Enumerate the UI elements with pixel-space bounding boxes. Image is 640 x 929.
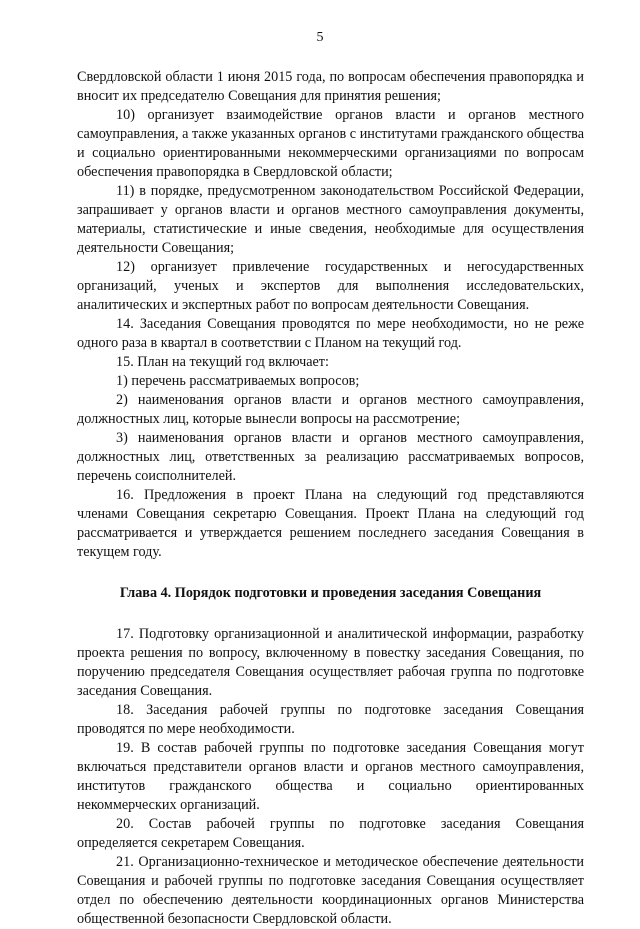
paragraph-17: 17. Подготовку организационной и аналитической информации, разработку проекта решения по вопросу, включенному в повестку заседания Совещания, по поручению председателя Совещания осуществляет рабочая группа по подготовке заседания Совещания. [77, 626, 584, 699]
paragraph-19: 19. В состав рабочей группы по подготовке заседания Совещания могут включаться представители органов власти и органов местного самоуправления, институтов гражданского общества и социально ориентированных некоммерческих организаций. [77, 740, 584, 813]
paragraph-15: 15. План на текущий год включает: [116, 354, 329, 370]
paragraph-20: 20. Состав рабочей группы по подготовке заседания Совещания определяется секретарем Совещания. [77, 816, 584, 851]
paragraph-item-11: 11) в порядке, предусмотренном законодательством Российской Федерации, запрашивает у органов власти и органов местного самоуправления документы, материалы, статистические и иные сведения, необходимые для осуществления деятельности Совещания; [77, 183, 584, 256]
page-number: 5 [316, 30, 324, 45]
paragraph-14: 14. Заседания Совещания проводятся по мере необходимости, но не реже одного раза в квартал в соответствии с Планом на текущий год. [77, 316, 584, 351]
paragraph-15-item-3: 3) наименования органов власти и органов местного самоуправления, должностных лиц, ответственных за реализацию рассматриваемых вопросов, перечень соисполнителей. [77, 430, 584, 484]
paragraph-item-12: 12) организует привлечение государственных и негосударственных организаций, ученых и экспертов для выполнения исследовательских, аналитических и экспертных работ по вопросам деятельности Совещания. [77, 259, 584, 313]
document-body [77, 68, 584, 929]
paragraph-15-item-2: 2) наименования органов власти и органов местного самоуправления, должностных лиц, которые вынесли вопросы на рассмотрение; [77, 392, 584, 427]
paragraph-15-item-1: 1) перечень рассматриваемых вопросов; [116, 373, 360, 389]
chapter-heading: Глава 4. Порядок подготовки и проведения заседания Совещания [119, 585, 542, 601]
paragraph-18: 18. Заседания рабочей группы по подготовке заседания Совещания проводятся по мере необходимости. [77, 702, 584, 737]
paragraph-item-10: 10) организует взаимодействие органов власти и органов местного самоуправления, а также указанных органов с институтами гражданского общества и социально ориентированными некоммерческими организациями по вопросам обеспечения правопорядка в Свердловской области; [77, 107, 584, 180]
paragraph-21: 21. Организационно-техническое и методическое обеспечение деятельности Совещания и рабочей группы по подготовке заседания Совещания осуществляет отдел по обеспечению деятельности координационных органов Министерства общественной безопасности Свердловской области. [77, 854, 584, 927]
paragraph-16: 16. Предложения в проект Плана на следующий год представляются членами Совещания секретарю Совещания. Проект Плана на следующий год рассматривается и утверждается решением последнего заседания Совещания в текущем году. [77, 487, 584, 560]
paragraph-continuation: Свердловской области 1 июня 2015 года, по вопросам обеспечения правопорядка и вносит их председателю Совещания для принятия решения; [77, 69, 584, 104]
